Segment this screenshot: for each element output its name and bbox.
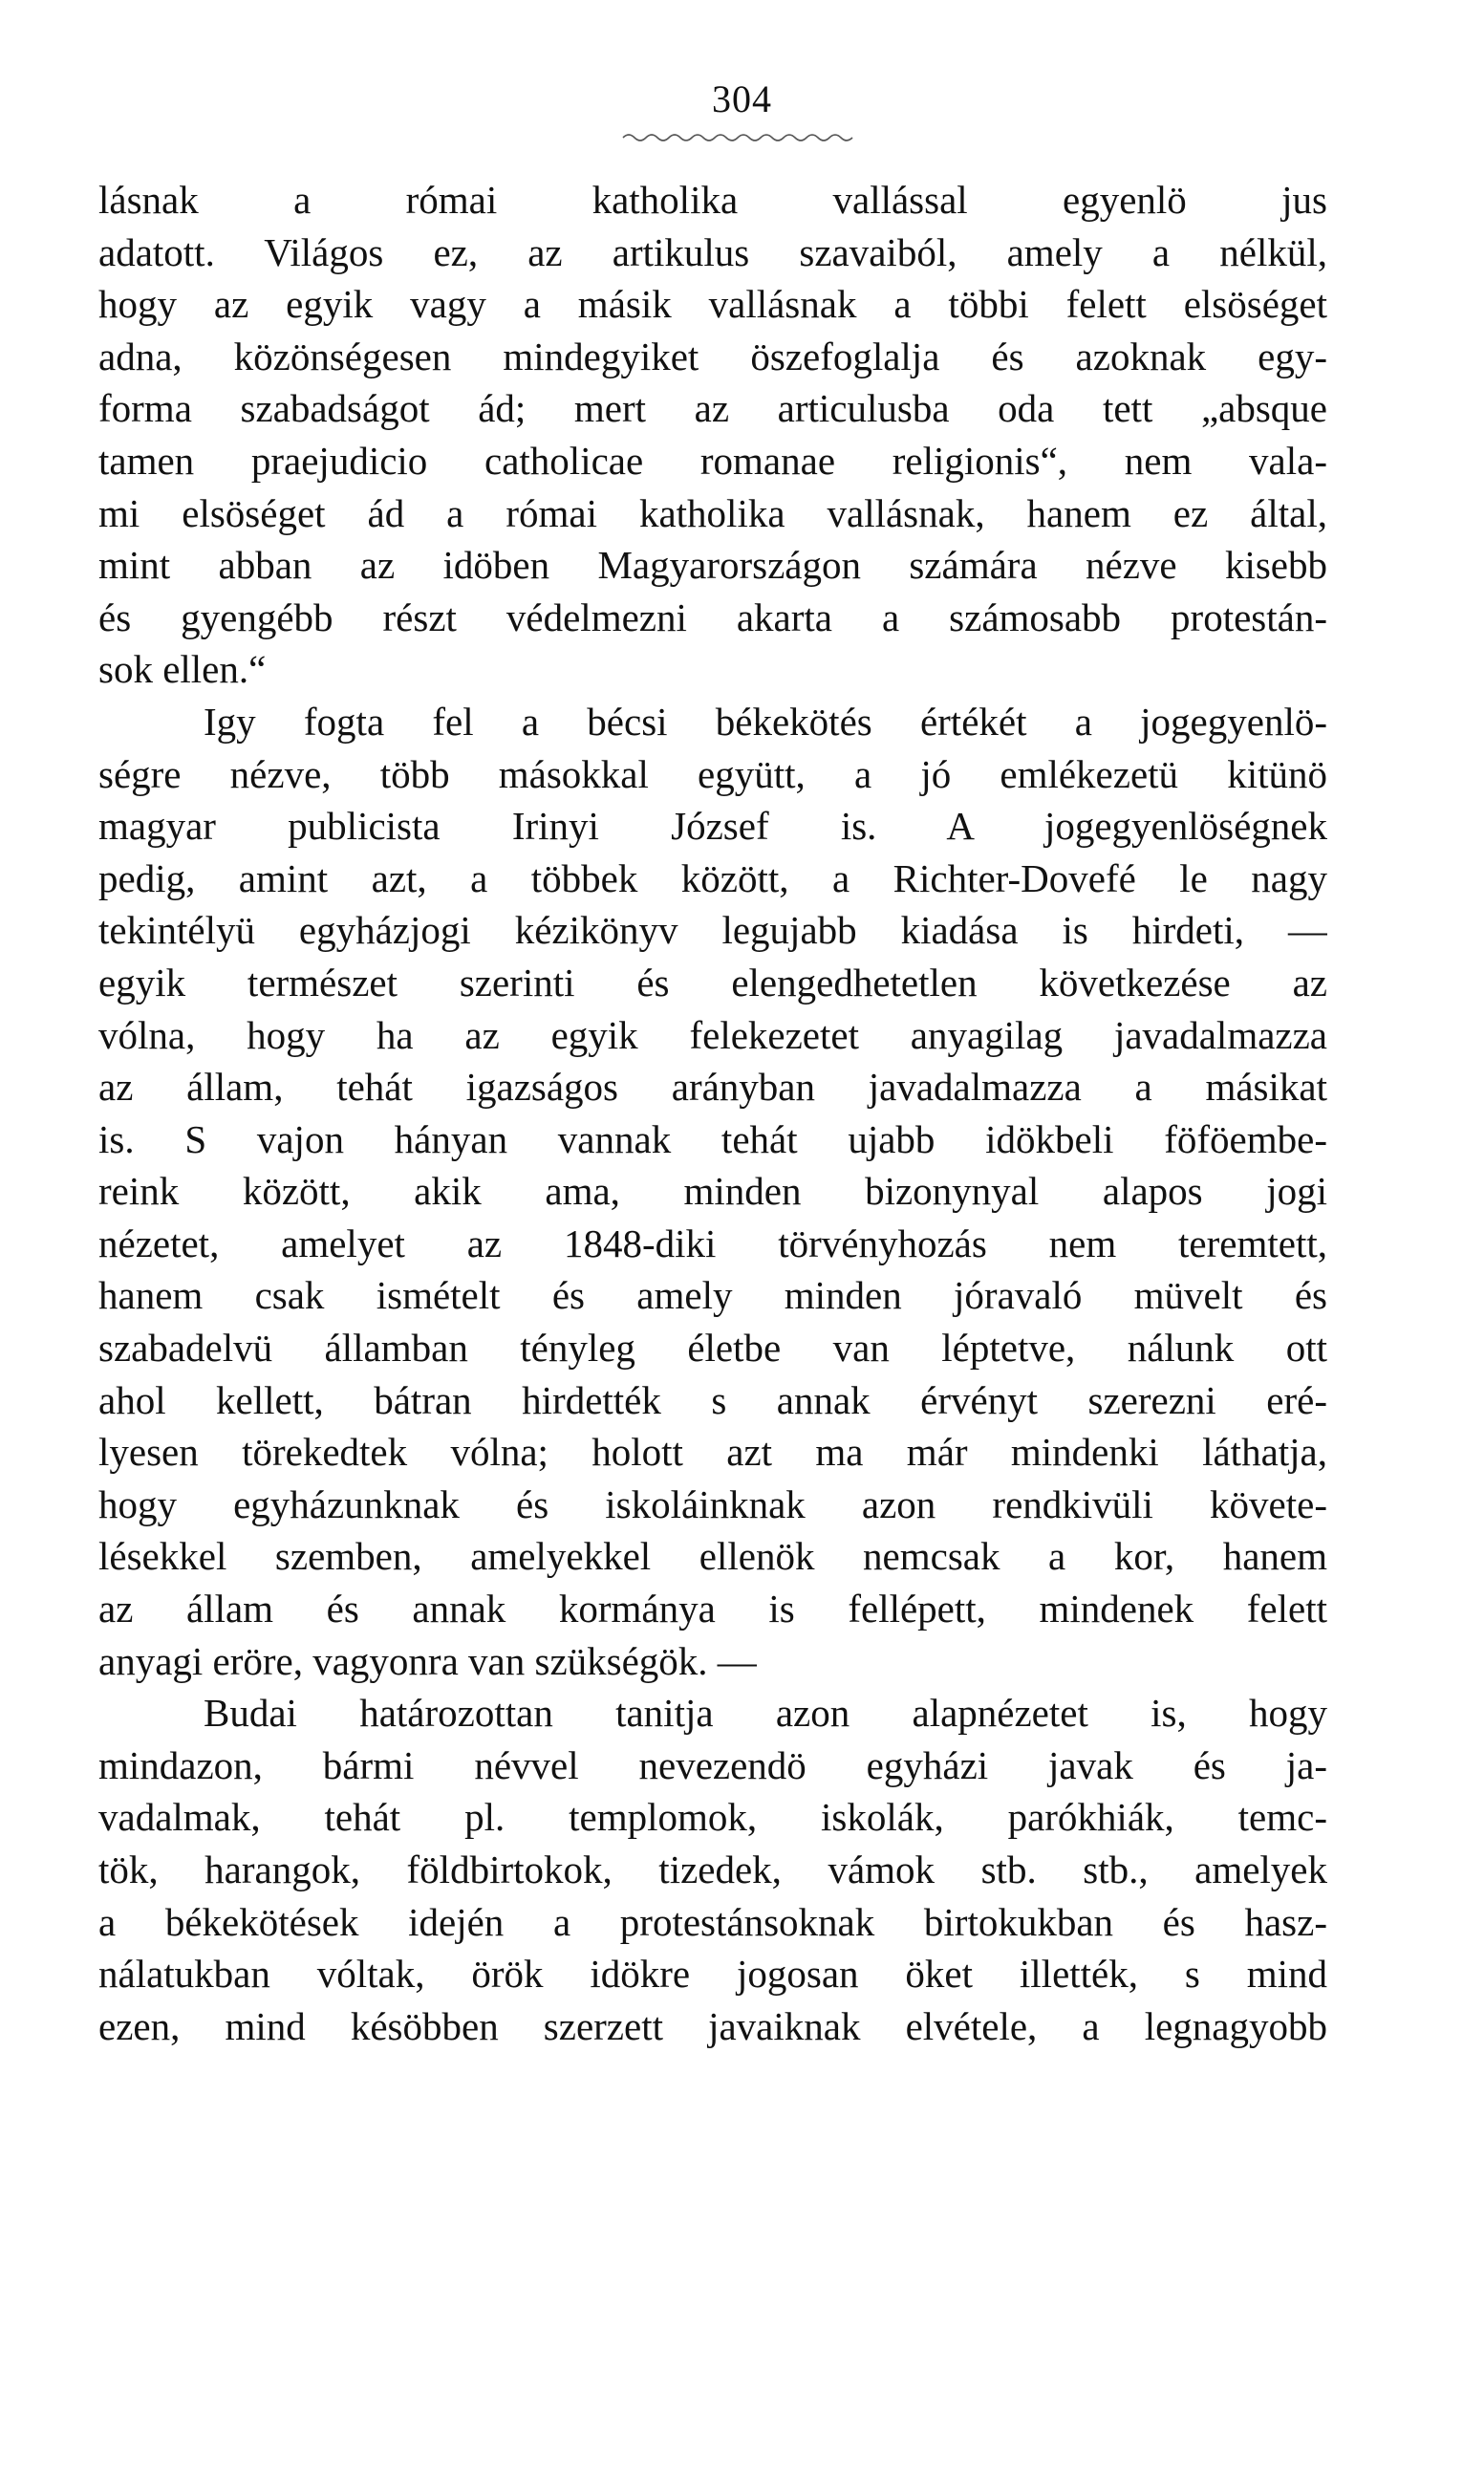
- text-line: adatott. Világos ez, az artikulus szavaiból, amely a nélkül,: [98, 229, 1327, 274]
- text-line: forma szabadságot ád; mert az articulusba oda tett „absque: [98, 386, 1327, 431]
- header-ornament: [621, 130, 860, 143]
- text-line: anyagi eröre, vagyonra van szükségök. —: [98, 1638, 757, 1683]
- text-line: Igy fogta fel a bécsi békekötés értékét a jogegyenlö-: [204, 699, 1327, 744]
- body-text: [98, 174, 1327, 2052]
- text-line: adna, közönségesen mindegyiket öszefoglalja és azoknak egy-: [98, 334, 1327, 378]
- page-number: 304: [712, 77, 772, 120]
- text-line: tekintélyü egyházjogi kézikönyv legujabb kiadása is hirdeti, —: [98, 908, 1327, 953]
- text-line: vadalmak, tehát pl. templomok, iskolák, parókhiák, temc-: [98, 1795, 1327, 1840]
- text-line: ahol kellett, bátran hirdették s annak érvényt szerezni eré-: [98, 1377, 1327, 1422]
- text-line: magyar publicista Irinyi József is. A jogegyenlöségnek: [98, 804, 1327, 849]
- text-line: mint abban az idöben Magyarországon számára nézve kisebb: [98, 543, 1327, 588]
- text-line: lésekkel szemben, amelyekkel ellenök nemcsak a kor, hanem: [98, 1534, 1327, 1579]
- text-line: vólna, hogy ha az egyik felekezetet anyagilag javadalmazza: [98, 1012, 1327, 1057]
- text-line: ezen, mind késöbben szerzett javaiknak elvétele, a legnagyobb: [98, 2003, 1327, 2048]
- text-line: mindazon, bármi névvel nevezendö egyházi javak és ja-: [98, 1742, 1327, 1787]
- text-line: szabadelvü államban tényleg életbe van léptetve, nálunk ott: [98, 1326, 1327, 1371]
- text-line: hogy egyházunknak és iskoláinknak azon rendkivüli követe-: [98, 1481, 1327, 1526]
- text-line: lásnak a római katholika vallással egyenlö jus: [98, 178, 1327, 222]
- text-line: lyesen törekedtek vólna; holott azt ma már mindenki láthatja,: [98, 1430, 1327, 1475]
- text-line: hanem csak ismételt és amely minden jóravaló müvelt és: [98, 1273, 1327, 1318]
- text-line: az állam, tehát igazságos arányban javadalmazza a másikat: [98, 1065, 1327, 1110]
- text-line: tamen praejudicio catholicae romanae religionis“, nem vala-: [98, 438, 1327, 483]
- text-line: a békekötések idején a protestánsoknak birtokukban és hasz-: [98, 1899, 1327, 1944]
- text-line: mi elsöséget ád a római katholika vallásnak, hanem ez által,: [98, 490, 1327, 535]
- text-line: nézetet, amelyet az 1848-diki törvényhozás nem teremtett,: [98, 1221, 1327, 1265]
- text-line: is. S vajon hányan vannak tehát ujabb idökbeli föföembe-: [98, 1116, 1327, 1161]
- text-line: és gyengébb részt védelmezni akarta a számosabb protestán-: [98, 594, 1327, 639]
- text-line: sok ellen.“: [98, 647, 267, 692]
- text-line: pedig, amint azt, a többek között, a Richter-Dovefé le nagy: [98, 855, 1327, 900]
- text-line: hogy az egyik vagy a másik vallásnak a többi felett elsöséget: [98, 282, 1327, 327]
- text-line: az állam és annak kormánya is fellépett, mindenek felett: [98, 1587, 1327, 1631]
- text-line: nálatukban vóltak, örök idökre jogosan öket illették, s mind: [98, 1952, 1327, 1997]
- text-line: ségre nézve, több másokkal együtt, a jó emlékezetü kitünö: [98, 751, 1327, 796]
- text-line: reink között, akik ama, minden bizonynyal alapos jogi: [98, 1169, 1327, 1214]
- text-line: Budai határozottan tanitja azon alapnézetet is, hogy: [204, 1691, 1327, 1736]
- text-line: egyik természet szerinti és elengedhetetlen következése az: [98, 960, 1327, 1005]
- text-line: tök, harangok, földbirtokok, tizedek, vámok stb. stb., amelyek: [98, 1848, 1327, 1891]
